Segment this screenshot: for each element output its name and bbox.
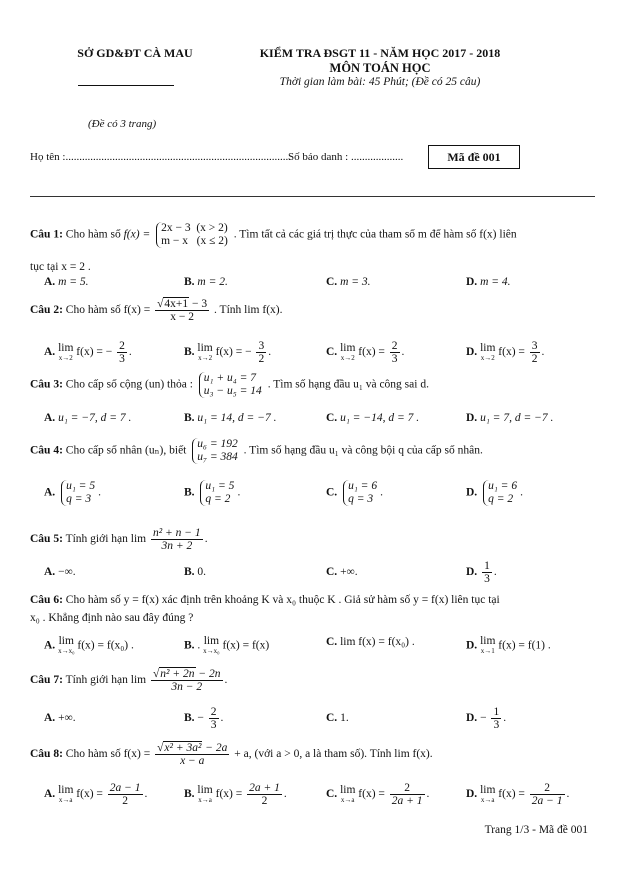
q2-fraction: $\frac{√4x+1 - 3}{x - 2}$ xyxy=(157,298,208,323)
q8-option-d[interactable]: D. lim x→a f(x) = $\frac{2}{2a - 1}$ . xyxy=(466,782,570,807)
q2-option-a[interactable]: A. lim x→2 f(x) = − $\frac{2}{3}$ . xyxy=(44,340,132,365)
header-underline xyxy=(78,85,174,86)
q2-option-d[interactable]: D. lim x→2 f(x) = $\frac{3}{2}$ . xyxy=(466,340,545,365)
q5-option-a[interactable]: A. −∞. xyxy=(44,566,76,578)
q1-continuation: tục tại x = 2 . xyxy=(30,261,91,273)
q3-option-c[interactable]: C. u₁ = −14, d = 7 . xyxy=(326,412,420,424)
q5-option-c[interactable]: C. +∞. xyxy=(326,566,358,578)
q7-fraction: $\frac{\text{√n² + 2n − 2n}}{3n - 2}$ xyxy=(152,668,221,693)
name-field: Họ tên :.................................................................................. xyxy=(30,151,291,163)
q5-option-d[interactable]: D. $\frac{1}{3}$ . xyxy=(466,560,497,585)
q4-option-d[interactable]: D. u₁ = 6 q = 2. xyxy=(466,480,523,505)
q3-system: u₁ + u₄ = 7 u₃ − u₅ = 14 xyxy=(199,372,262,398)
q1-option-d[interactable]: D. m = 4. xyxy=(466,276,511,288)
department-name: SỞ GD&ĐT CÀ MAU xyxy=(77,46,193,60)
q7-option-c[interactable]: C. 1. xyxy=(326,712,349,724)
q4-system: u₆ = 192 u₇ = 384 xyxy=(192,438,238,464)
question-3: Câu 3: Cho cấp số cộng (un) thỏa : u₁ + u₄ = 7 u₃ − u₅ = 14 . Tìm số hạng đầu u₁ và công sai d. xyxy=(30,372,429,397)
duration: Thời gian làm bài: 45 Phút; (Đề có 25 câu) xyxy=(279,76,481,88)
q2-option-b[interactable]: B. lim x→2 f(x) = − $\frac{3}{2}$ . xyxy=(184,340,272,365)
q8-fraction: $\frac{\text{√x² + 3a² − 2a}}{x - a}$ xyxy=(157,742,228,767)
q5-option-b[interactable]: B. 0. xyxy=(184,566,207,578)
separator xyxy=(30,196,595,197)
q1-pre: Cho hàm số xyxy=(65,228,121,241)
q7-option-d[interactable]: D. − $\frac{1}{3}$ . xyxy=(466,706,507,731)
q6-option-c[interactable]: C. lim f(x) = f(x₀) . xyxy=(326,636,415,648)
q6-option-d[interactable]: D. lim x→1 f(x) = f(1) . xyxy=(466,635,551,655)
q1-option-c[interactable]: C. m = 3. xyxy=(326,276,371,288)
q7-option-b[interactable]: B. − $\frac{2}{3}$ . xyxy=(184,706,224,731)
question-6: Câu 6: Cho hàm số y = f(x) xác định trên khoảng K và x₀ thuộc K . Giả sử hàm số y = f(x) liên tục tại xyxy=(30,594,500,606)
question-2: Câu 2: Cho hàm số f(x) = $\frac{√4x+1 - 3}{x - 2}$ . Tính lim f(x). xyxy=(30,298,283,323)
q5-fraction: $\frac{\text{n² + n − 1}}{3n + 2}$ xyxy=(152,527,201,552)
q1-post: . Tìm tất cả các giá trị thực của tham số m để hàm số f(x) liên xyxy=(233,228,517,241)
q8-option-b[interactable]: B. lim x→a f(x) = $\frac{2a + 1}{2}$ . xyxy=(184,782,287,807)
pages-note: (Đề có 3 trang) xyxy=(88,118,157,130)
exam-title: KIỂM TRA ĐSGT 11 - NĂM HỌC 2017 - 2018 xyxy=(259,46,501,60)
q7-option-a[interactable]: A. +∞. xyxy=(44,712,76,724)
id-field: Số báo danh : ................... xyxy=(288,151,404,163)
q1-option-b[interactable]: B. m = 2. xyxy=(184,276,228,288)
q3-option-d[interactable]: D. u₁ = 7, d = −7 . xyxy=(466,412,554,424)
question-4: Câu 4: Cho cấp số nhân (uₙ), biết u₆ = 192 u₇ = 384 . Tìm số hạng đầu u₁ và công bội q của cấp số nhân. xyxy=(30,438,483,463)
q6-option-b[interactable]: B. . lim x→x₀ f(x) = f(x) xyxy=(184,635,270,655)
q4-option-b[interactable]: B. u₁ = 5 q = 2. xyxy=(184,480,241,505)
q8-option-a[interactable]: A. lim x→a f(x) = $\frac{2a - 1}{2}$ . xyxy=(44,782,148,807)
question-5: Câu 5: Tính giới hạn lim $\frac{\text{n² + n − 1}}{3n + 2}$ . xyxy=(30,527,208,552)
exam-code-box: Mã đề 001 xyxy=(428,145,520,169)
exam-header xyxy=(250,46,510,88)
q6-continuation: x₀ . Khẳng định nào sau đây đúng ? xyxy=(30,612,194,624)
question-8: Câu 8: Cho hàm số f(x) = $\frac{\text{√x² + 3a² − 2a}}{x - a}$ + a, (với a > 0, a là tham số). Tính lim f(x). xyxy=(30,742,433,767)
page-footer: Trang 1/3 - Mã đề 001 xyxy=(484,824,588,836)
q6-option-a[interactable]: A. lim x→x₀ f(x) = f(x₀) . xyxy=(44,635,134,655)
q2-option-c[interactable]: C. lim x→2 f(x) = $\frac{2}{3}$ . xyxy=(326,340,405,365)
question-7: Câu 7: Tính giới hạn lim $\frac{\text{√n² + 2n − 2n}}{3n - 2}$ . xyxy=(30,668,228,693)
q4-option-a[interactable]: A. u₁ = 5 q = 3. xyxy=(44,480,101,505)
q3-option-b[interactable]: B. u₁ = 14, d = −7 . xyxy=(184,412,277,424)
q4-option-c[interactable]: C. u₁ = 6 q = 3. xyxy=(326,480,383,505)
q8-option-c[interactable]: C. lim x→a f(x) = $\frac{2}{2a + 1}$ . xyxy=(326,782,430,807)
question-1: Câu 1: Cho hàm số f(x) = 2x − 3 (x > 2) m − x (x ≤ 2) . Tìm tất cả các giá trị thực của tham số m để hàm số f(x) liên xyxy=(30,222,517,247)
q3-option-a[interactable]: A. u₁ = −7, d = 7 . xyxy=(44,412,132,424)
q1-option-a[interactable]: A. m = 5. xyxy=(44,276,89,288)
q1-piecewise: 2x − 3 (x > 2) m − x (x ≤ 2) xyxy=(156,222,228,248)
q1-label: Câu 1: xyxy=(30,228,63,241)
subject: MÔN TOÁN HỌC xyxy=(329,61,431,75)
